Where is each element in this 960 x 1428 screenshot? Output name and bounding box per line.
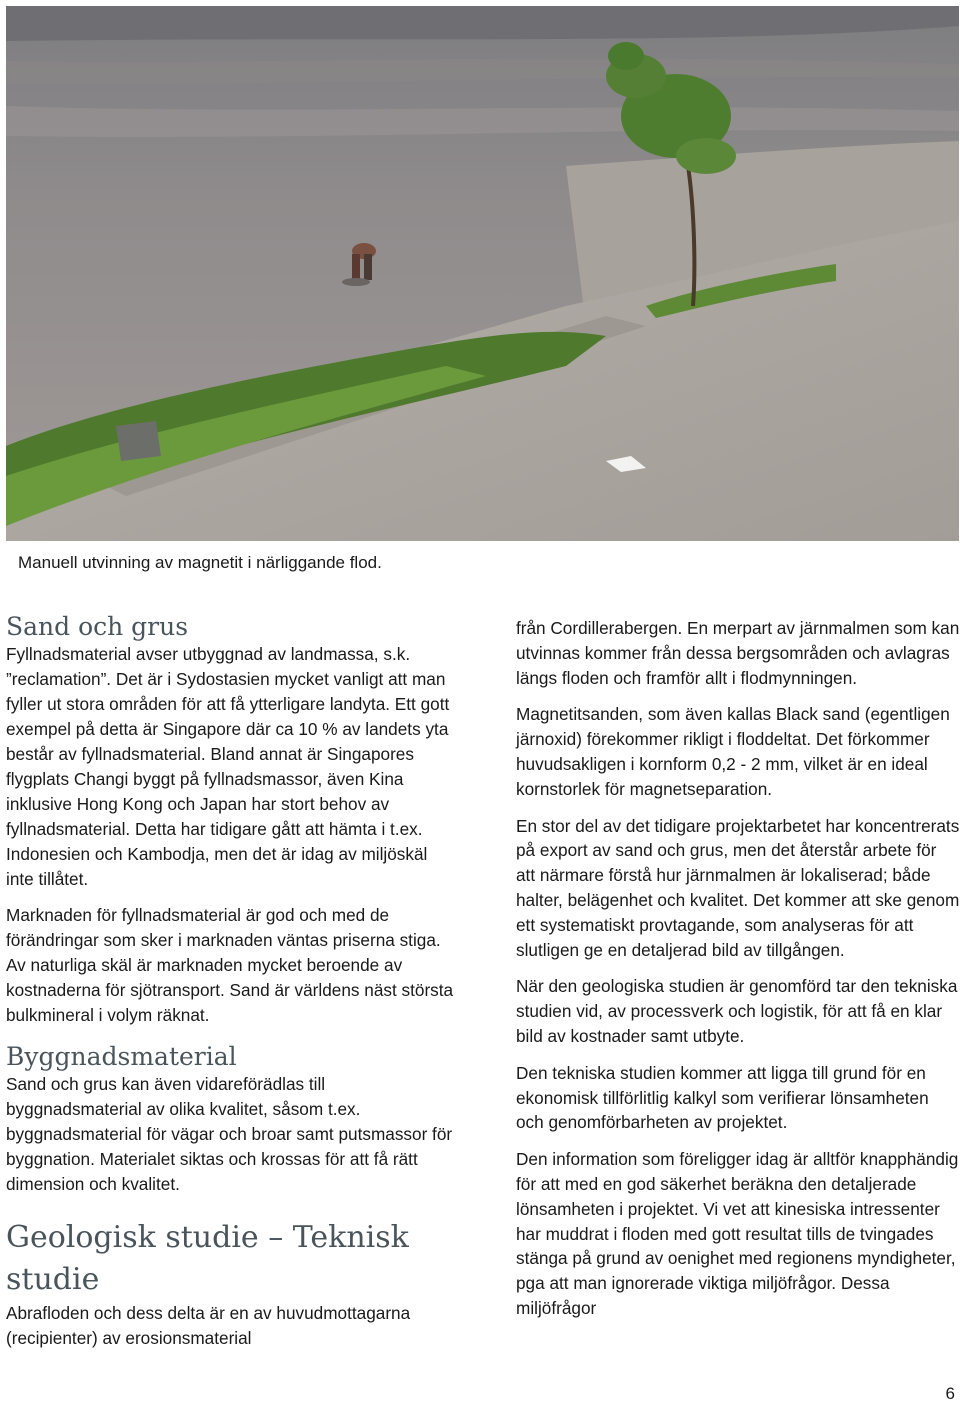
paragraph: Magnetitsanden, som även kallas Black sand (egentligen järnoxid) förekommer rikligt i floddeltat. Det förkommer huvudsakligen i kornform 0,2 - 2 mm, vilket är en ideal kornstorlek för magnetseparation. [516,704,950,799]
paragraph: Den tekniska studien kommer att ligga till grund för en ekonomisk tillförlitlig kalkyl som verifierar lönsamheten och genomförbarheten av projektet. [516,1062,929,1133]
paragraph: En stor del av det tidigare projektarbetet har koncentrerats på export av sand och grus, men det återstår arbete för att närmare förstå hur järnmalmen är lokaliserad; både halter, belägenhet och kvalitet. Det kommer att ske genom ett systematiskt provtagande, som analyseras för att slutligen ge en detaljerad bild av tillgången. [516,815,960,960]
paragraph: Abrafloden och dess delta är en av huvudmottagarna (recipienter) av erosionsmaterial [6,1303,411,1348]
paragraph: Marknaden för fyllnadsmaterial är god och med de förändringar som sker i marknaden väntas priserna stiga. Av naturliga skäl är marknaden mycket beroende av kostnaderna för sjötransport. Sand är världens näst största bulkmineral i volym räknat. [6,905,454,1025]
paragraph: Fyllnadsmaterial avser utbyggnad av landmassa, s.k. ”reclamation”. Det är i Sydostasien mycket vanligt att man fyller ut stora områden för att få ytterligare landyta. Ett gott exempel på detta är Singapore där ca 10 % av landets yta består av fyllnadsmaterial. Bland annat är Singapores flygplats Changi byggt på fyllnadsmassor, även Kina inklusive Hong Kong och Japan har stort behov av fyllnadsmaterial. Detta har tidigare gått att hämta i t.ex. Indonesien och Kambodja, men det är idag av miljöskäl inte tillåtet. [6,644,450,889]
heading-geologisk-studie: Geologisk studie – Teknisk studie [6,1220,409,1297]
paragraph: När den geologiska studien är genomförd tar den tekniska studien vid, av processverk och logistik, för att få en klar bild av kostnader samt utbyte. [516,976,958,1046]
heading-byggnadsmaterial: Byggnadsmaterial [6,1042,237,1071]
left-column [6,612,458,1351]
right-column [516,616,960,1321]
heading-sand-och-grus: Sand och grus [6,612,189,641]
river-photo [6,6,959,541]
paragraph: Den information som föreligger idag är alltför knapphändig för att med en god säkerhet beräkna den detaljerade lönsamheten i projektet. Vi vet att kinesiska intressenter har muddrat i floden med gott resultat tills de tvingades stänga på grund av oenighet med regionens myndigheter, pga att man ignorerade viktiga miljöfrågor. Dessa miljöfrågor [516,1149,959,1318]
paragraph: från Cordillerabergen. En merpart av järnmalmen som kan utvinnas kommer från dessa bergsområden och avlagras längs floden och framför allt i flodmynningen. [516,618,960,688]
paragraph: Sand och grus kan även vidareförädlas till byggnadsmaterial av olika kvalitet, såsom t.ex. byggnadsmaterial för vägar och broar samt putsmassor för byggnation. Materialet siktas och krossas för att få rätt dimension och kvalitet. [6,1074,453,1194]
photo-caption: Manuell utvinning av magnetit i närliggande flod. [18,553,382,572]
page-number: 6 [945,1384,955,1403]
